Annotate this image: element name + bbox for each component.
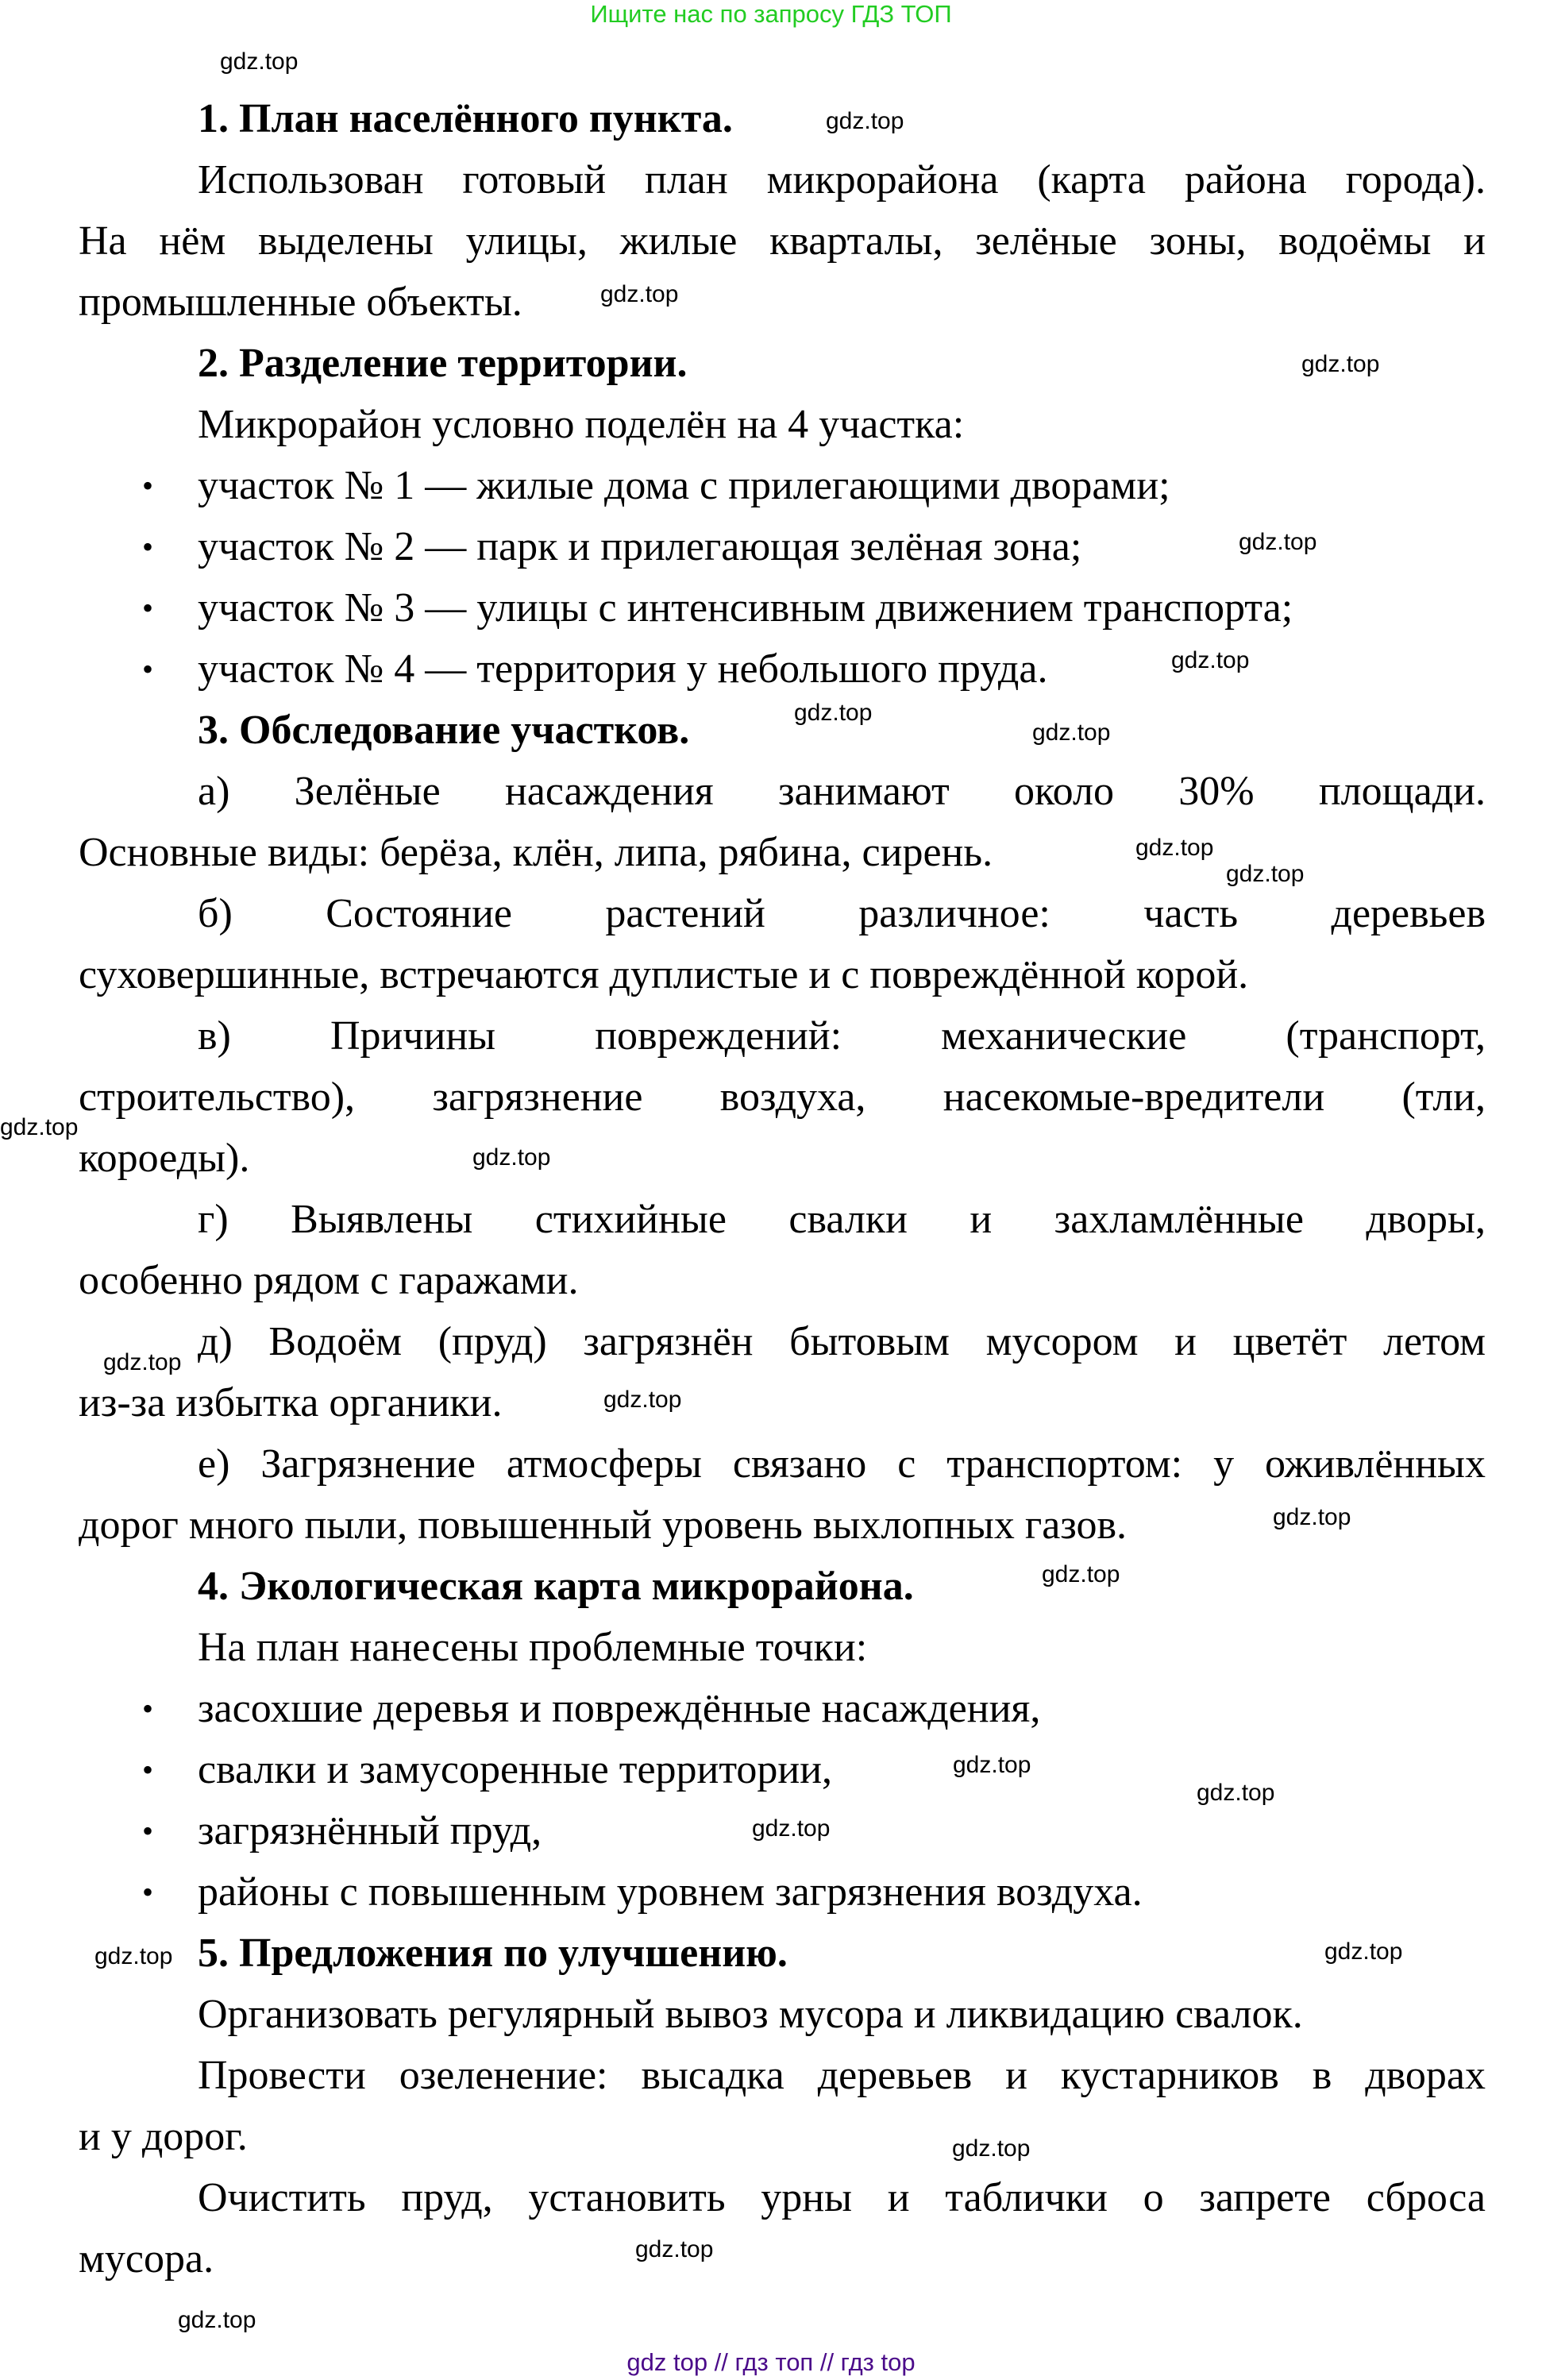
- watermark: gdz.top: [752, 1815, 831, 1842]
- line-text: 3. Обследование участков.: [198, 708, 690, 753]
- bullet-icon: •: [142, 468, 154, 503]
- text-line: [79, 1067, 1486, 1128]
- watermark: gdz.top: [635, 2236, 714, 2262]
- text-line: [79, 883, 1486, 944]
- watermark: gdz.top: [1273, 1504, 1351, 1530]
- line-text: 4. Экологическая карта микрорайона.: [198, 1564, 914, 1609]
- text-line: [79, 1005, 1486, 1067]
- watermark: gdz.top: [220, 48, 299, 75]
- line-text: а) Зелёные насаждения занимают около 30% площади.: [198, 769, 1486, 814]
- line-text: особенно рядом с гаражами.: [79, 1258, 579, 1303]
- bullet-icon: •: [142, 590, 154, 626]
- watermark: gdz.top: [1032, 719, 1111, 746]
- watermark: gdz.top: [1301, 351, 1380, 377]
- watermark: gdz.top: [952, 2135, 1031, 2162]
- bullet-icon: •: [142, 1691, 154, 1726]
- search-banner[interactable]: Ищите нас по запросу ГДЗ ТОП: [590, 0, 952, 28]
- section-heading: [79, 700, 1486, 761]
- line-text: Основные виды: берёза, клён, липа, рябина, сирень.: [79, 830, 993, 875]
- text-line: [79, 1189, 1486, 1250]
- watermark: gdz.top: [1226, 861, 1305, 887]
- text-line: [79, 2045, 1486, 2106]
- line-text: б) Состояние растений различное: часть деревьев: [198, 891, 1486, 936]
- line-text: 5. Предложения по улучшению.: [198, 1931, 788, 1976]
- text-line: [79, 1372, 1486, 1433]
- line-text: засохшие деревья и повреждённые насаждения,: [198, 1686, 1041, 1731]
- bullet-icon: •: [142, 529, 154, 565]
- line-text: дорог много пыли, повышенный уровень выхлопных газов.: [79, 1502, 1128, 1548]
- line-text: г) Выявлены стихийные свалки и захламлённые дворы,: [198, 1197, 1486, 1242]
- text-line: [79, 1311, 1486, 1372]
- text-line: [79, 2106, 1486, 2167]
- line-text: Организовать регулярный вывоз мусора и ликвидацию свалок.: [198, 1992, 1303, 2037]
- watermark: gdz.top: [600, 281, 679, 307]
- text-line: [79, 210, 1486, 272]
- text-line: [79, 1617, 1486, 1678]
- line-text: в) Причины повреждений: механические (транспорт,: [198, 1013, 1486, 1059]
- list-item: [79, 577, 1486, 638]
- line-text: строительство), загрязнение воздуха, насекомые-вредители (тли,: [79, 1074, 1486, 1120]
- line-text: 2. Разделение территории.: [198, 341, 688, 386]
- text-line: [79, 1984, 1486, 2045]
- list-item: [79, 1861, 1486, 1923]
- line-text: Микрорайон условно поделён на 4 участка:: [198, 402, 965, 447]
- watermark: gdz.top: [1135, 835, 1214, 861]
- line-text: промышленные объекты.: [79, 280, 522, 325]
- line-text: Использован готовый план микрорайона (карта района города).: [198, 157, 1486, 203]
- line-text: из-за избытка органики.: [79, 1380, 503, 1425]
- list-item: [79, 638, 1486, 700]
- text-line: [79, 2228, 1486, 2289]
- list-item: [79, 1678, 1486, 1739]
- watermark: gdz.top: [1042, 1561, 1120, 1587]
- line-text: участок № 4 — территория у небольшого пруда.: [198, 646, 1048, 692]
- line-text: участок № 1 — жилые дома с прилегающими дворами;: [198, 463, 1170, 508]
- line-text: участок № 3 — улицы с интенсивным движением транспорта;: [198, 585, 1293, 631]
- watermark: gdz.top: [603, 1387, 682, 1413]
- text-line: [79, 761, 1486, 822]
- line-text: мусора.: [79, 2236, 214, 2282]
- watermark: gdz.top: [178, 2307, 256, 2333]
- line-text: суховершинные, встречаются дуплистые и с повреждённой корой.: [79, 952, 1249, 997]
- line-text: участок № 2 — парк и прилегающая зелёная зона;: [198, 524, 1082, 569]
- line-text: На план нанесены проблемные точки:: [198, 1625, 868, 1670]
- line-text: Очистить пруд, установить урны и таблички о запрете сброса: [198, 2175, 1486, 2220]
- section-heading: [79, 333, 1486, 394]
- section-heading: [79, 88, 1486, 149]
- line-text: и у дорог.: [79, 2114, 248, 2159]
- watermark: gdz.top: [94, 1943, 173, 1969]
- list-item: [79, 455, 1486, 516]
- watermark: gdz.top: [1171, 647, 1250, 673]
- watermark: gdz.top: [472, 1144, 551, 1171]
- line-text: загрязнённый пруд,: [198, 1808, 542, 1853]
- text-line: [79, 1128, 1486, 1189]
- watermark: gdz.top: [1324, 1938, 1403, 1965]
- section-heading: [79, 1923, 1486, 1984]
- line-text: е) Загрязнение атмосферы связано с транспортом: у оживлённых: [198, 1441, 1486, 1487]
- line-text: д) Водоём (пруд) загрязнён бытовым мусором и цветёт летом: [198, 1319, 1486, 1364]
- text-line: [79, 394, 1486, 455]
- section-heading: [79, 1556, 1486, 1617]
- line-text: На нём выделены улицы, жилые кварталы, зелёные зоны, водоёмы и: [79, 218, 1486, 264]
- bullet-icon: •: [142, 1813, 154, 1849]
- bullet-icon: •: [142, 1874, 154, 1910]
- text-line: [79, 1250, 1486, 1311]
- watermark: gdz.top: [826, 108, 904, 134]
- line-text: короеды).: [79, 1136, 250, 1181]
- line-text: Провести озеленение: высадка деревьев и кустарников в дворах: [198, 2053, 1486, 2098]
- line-text: 1. План населённого пункта.: [198, 96, 733, 141]
- watermark: gdz.top: [1239, 529, 1317, 555]
- text-line: [79, 944, 1486, 1005]
- text-line: [79, 2167, 1486, 2228]
- document-body: [79, 88, 1486, 2289]
- watermark: gdz.top: [953, 1752, 1031, 1778]
- line-text: районы с повышенным уровнем загрязнения воздуха.: [198, 1869, 1143, 1915]
- footer-links[interactable]: gdz top // гдз топ // гдз top: [626, 2348, 916, 2376]
- text-line: [79, 149, 1486, 210]
- watermark: gdz.top: [103, 1349, 182, 1375]
- text-line: [79, 1433, 1486, 1495]
- text-line: [79, 272, 1486, 333]
- line-text: свалки и замусоренные территории,: [198, 1747, 833, 1792]
- watermark: gdz.top: [794, 700, 873, 726]
- watermark: gdz.top: [0, 1114, 79, 1140]
- watermark: gdz.top: [1197, 1780, 1275, 1806]
- bullet-icon: •: [142, 651, 154, 687]
- bullet-icon: •: [142, 1752, 154, 1788]
